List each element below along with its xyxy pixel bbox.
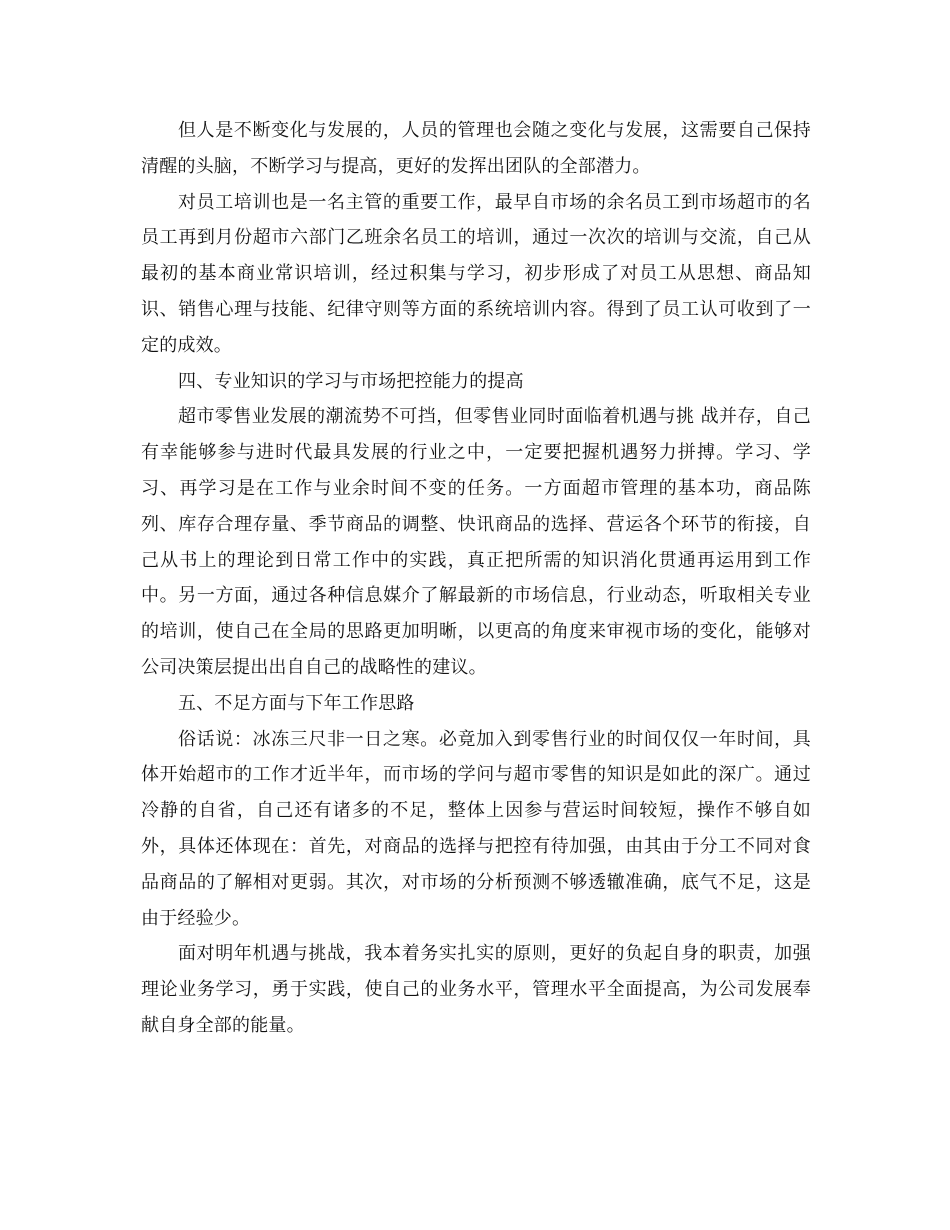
document-body (141, 113, 811, 1044)
section-heading-professional-knowledge: 四、专业知识的学习与市场把控能力的提高 (178, 370, 524, 392)
paragraph-professional-learning: 超市零售业发展的潮流势不可挡，但零售业同时面临着机遇与挑 战并存，自己有幸能够参与进时代最具发展的行业之中，一定要把握机遇努力拼搏。学习、学习、再学习是在工作与业余时间不变的任务。一方面超市管理的基本功，商品陈列、库存合理存量、季节商品的调整、快讯商品的选择、营运各个环节的衔接，自己从书上的理论到日常工作中的实践，真正把所需的知识消化贯通再运用到工作中。另一方面，通过各种信息媒介了解最新的市场信息，行业动态，听取相关专业的培训，使自己在全局的思路更加明晰，以更高的角度来审视市场的变化，能够对公司决策层提出出自自己的战略性的建议。 (141, 406, 811, 678)
section-heading-shortcomings: 五、不足方面与下年工作思路 (178, 692, 415, 714)
paragraph-team-management: 但人是不断变化与发展的，人员的管理也会随之变化与发展，这需要自己保持清醒的头脑，不断学习与提高，更好的发挥出团队的全部潜力。 (141, 120, 811, 177)
paragraph-shortcomings: 俗话说：冰冻三尺非一日之寒。必竟加入到零售行业的时间仅仅一年时间，具体开始超市的工作才近半年，而市场的学问与超市零售的知识是如此的深广。通过冷静的自省，自己还有诸多的不足，整体上因参与营运时间较短，操作不够自如外，具体还体现在：首先，对商品的选择与把控有待加强，由其由于分工不同对食品商品的了解相对更弱。其次，对市场的分析预测不够透辙准确，底气不足，这是由于经验少。 (141, 728, 811, 929)
paragraph-staff-training: 对员工培训也是一名主管的重要工作，最早自市场的余名员工到市场超市的名员工再到月份超市六部门乙班余名员工的培训，通过一次次的培训与交流，自己从最初的基本商业常识培训，经过积集与学习，初步形成了对员工从思想、商品知识、销售心理与技能、纪律守则等方面的系统培训内容。得到了员工认可收到了一定的成效。 (141, 191, 811, 356)
paragraph-next-year-plan: 面对明年机遇与挑战，我本着务实扎实的原则，更好的负起自身的职责，加强理论业务学习，勇于实践，使自己的业务水平，管理水平全面提高，为公司发展奉献自身全部的能量。 (141, 943, 811, 1036)
